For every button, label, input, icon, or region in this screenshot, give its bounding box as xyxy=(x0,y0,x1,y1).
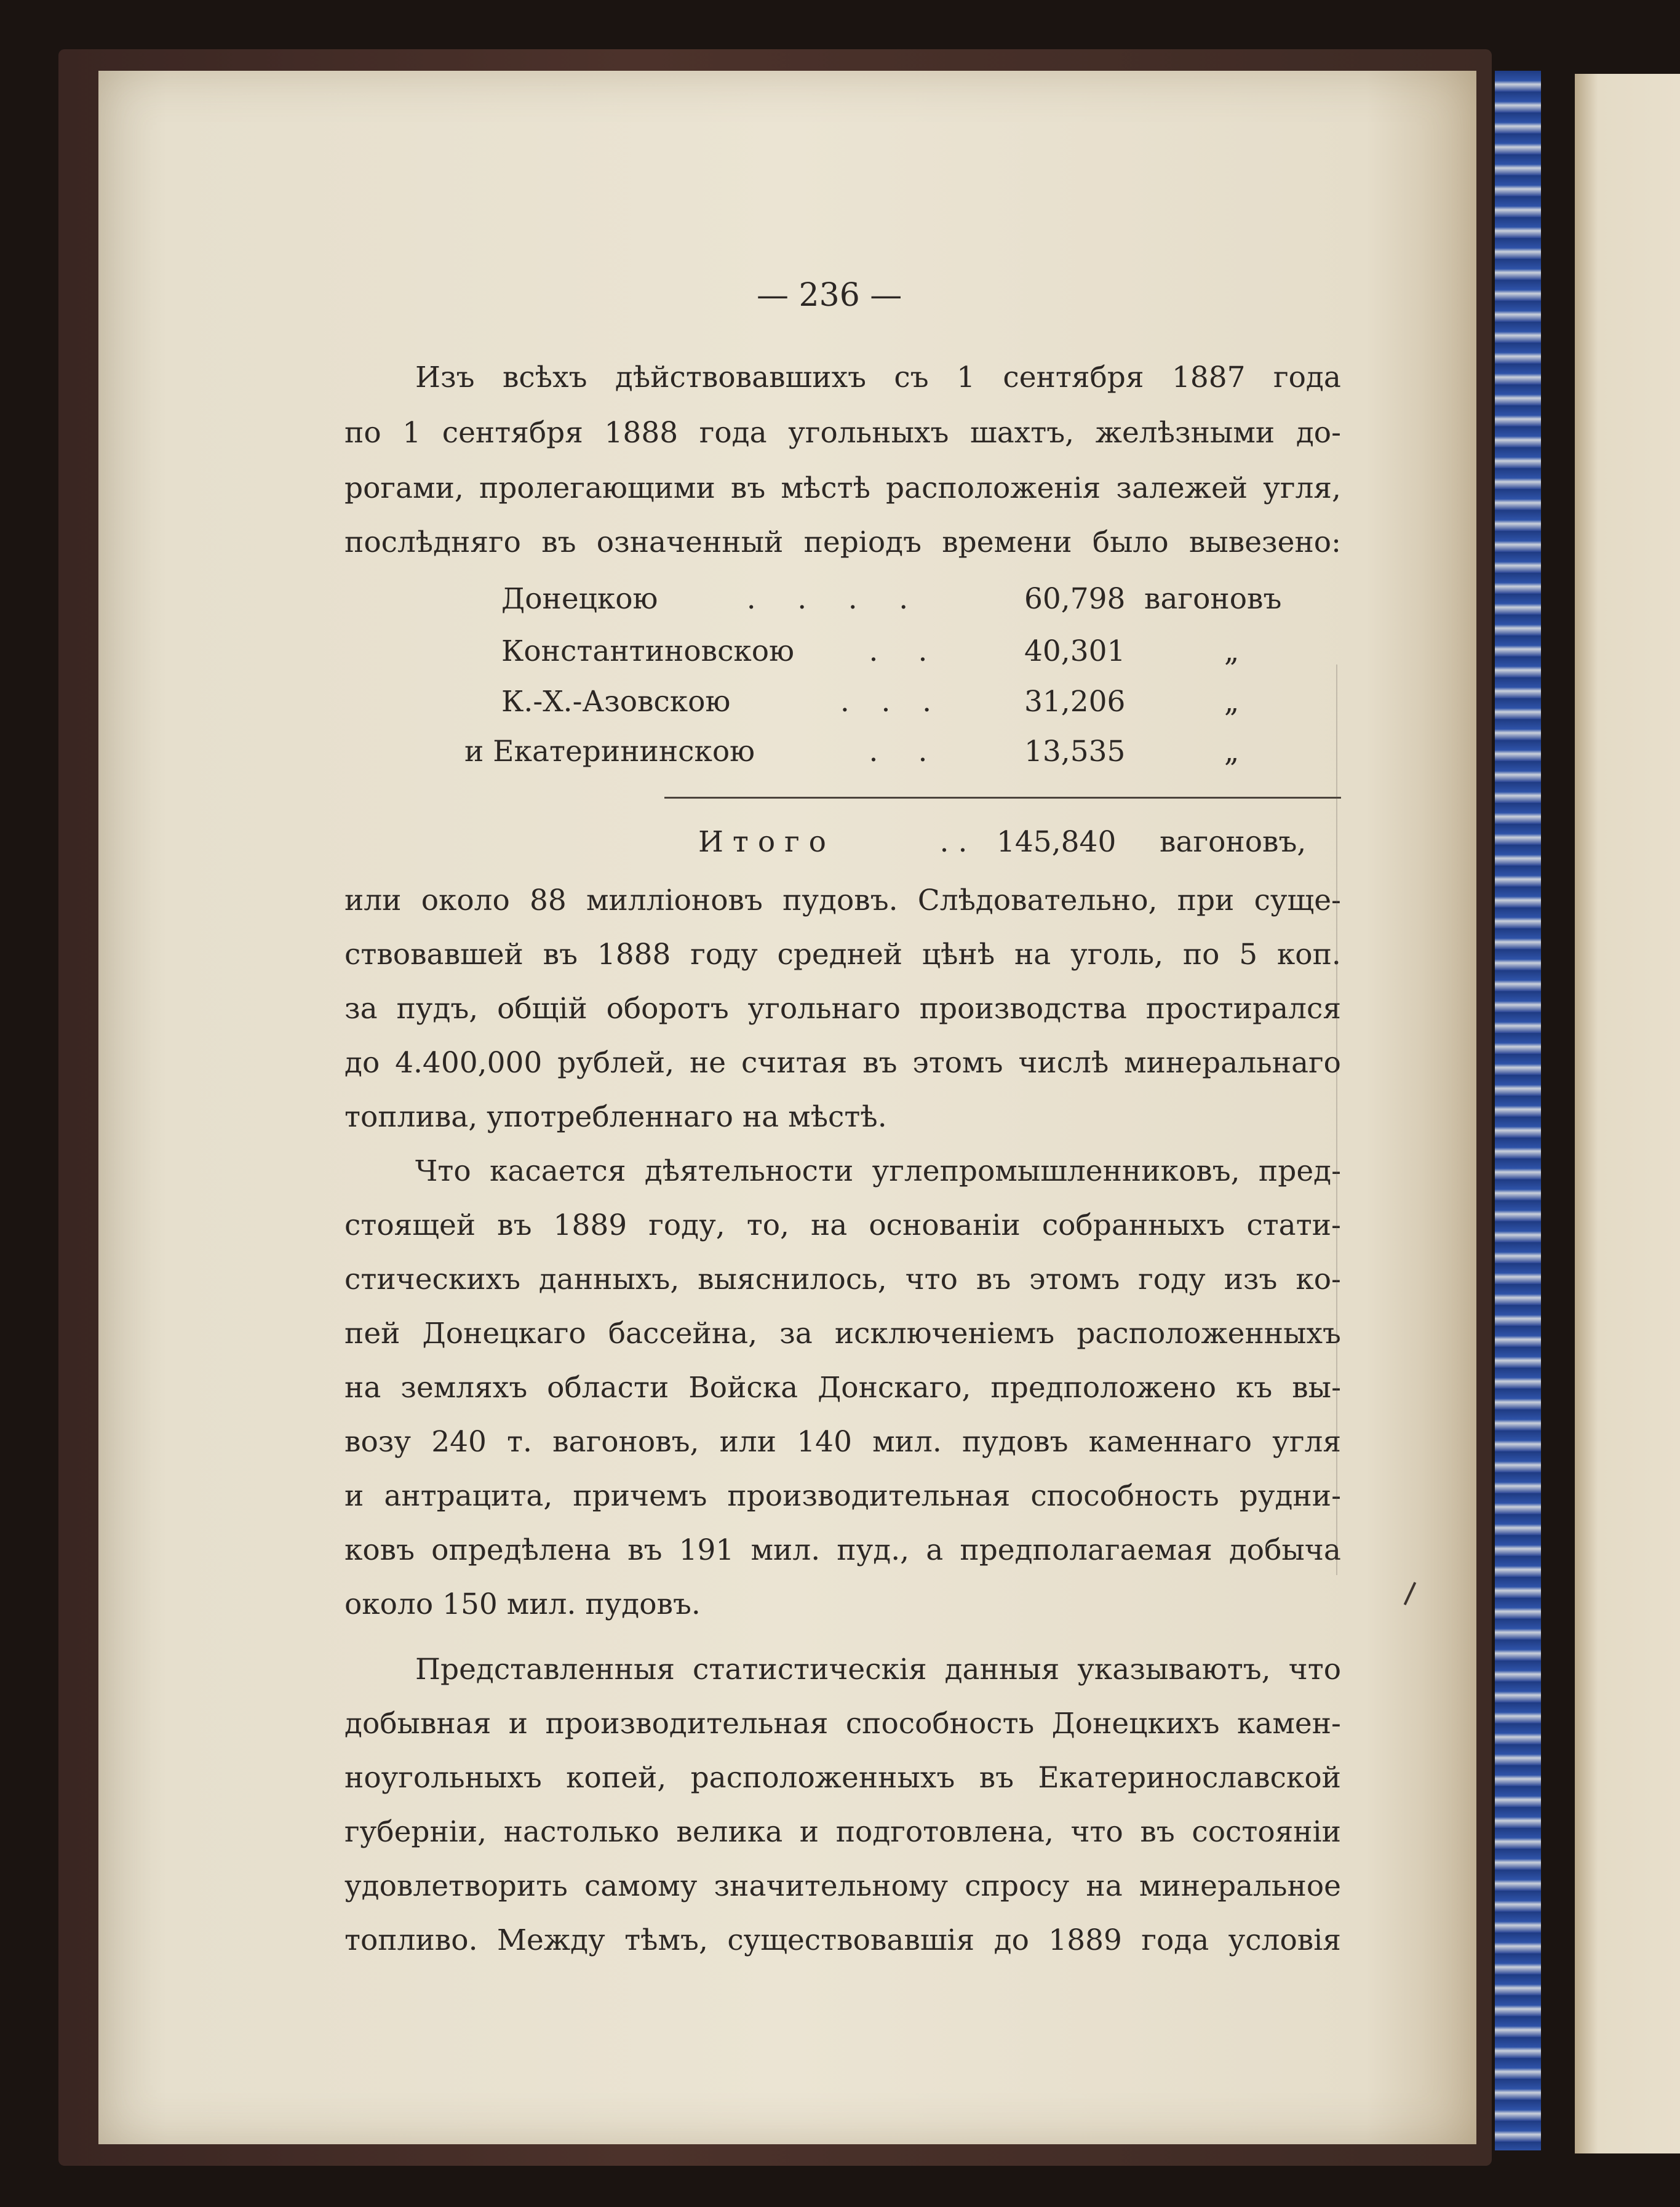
word: ствовавшей xyxy=(344,938,524,972)
word: предполагаемая xyxy=(960,1533,1212,1567)
text-line xyxy=(344,1479,1341,1519)
word: шахтъ, xyxy=(970,416,1075,450)
word: Изъ xyxy=(415,361,475,394)
leader-dots: . . . . xyxy=(746,582,909,616)
word: удовлетворить xyxy=(344,1869,568,1903)
text-line xyxy=(344,1048,1341,1085)
word: года xyxy=(1273,361,1341,394)
word: ноугольныхъ xyxy=(344,1761,542,1795)
word: 1889 xyxy=(553,1208,627,1242)
word: числѣ xyxy=(1018,1046,1109,1080)
word: 88 xyxy=(529,884,567,917)
word: времени xyxy=(942,525,1072,559)
word: стоящей xyxy=(344,1208,476,1242)
word: 4.400,000 xyxy=(395,1046,543,1080)
word: на xyxy=(1014,938,1051,972)
word: пудовъ xyxy=(961,1425,1069,1459)
word: Представленныя xyxy=(415,1653,675,1686)
total-value: 145,840 xyxy=(997,825,1117,859)
word: губерніи, xyxy=(344,1815,487,1849)
word: 1 xyxy=(402,416,421,450)
word: топливо. xyxy=(344,1923,478,1957)
word: ко- xyxy=(1296,1263,1341,1296)
wagon-count: 31,206 xyxy=(1024,685,1126,719)
word: въ xyxy=(1140,1815,1175,1849)
wagon-count: 60,798 xyxy=(1024,582,1126,616)
text-line xyxy=(344,525,1341,565)
line-text: около 150 мил. пудовъ. xyxy=(344,1587,701,1621)
word: Войска xyxy=(688,1371,798,1405)
word: пудъ, xyxy=(396,992,479,1026)
text-line xyxy=(344,1319,1341,1356)
word: дѣятельности xyxy=(644,1154,854,1188)
word: вывезено: xyxy=(1188,525,1341,559)
word: что xyxy=(905,1263,958,1296)
word: всѣхъ xyxy=(502,361,587,394)
word: по xyxy=(1182,938,1220,972)
word: стати- xyxy=(1246,1208,1341,1242)
word: самому xyxy=(584,1869,698,1903)
word: расположенныхъ xyxy=(690,1761,955,1795)
word: то, xyxy=(746,1208,789,1242)
word: угля, xyxy=(1263,471,1341,505)
word: Донскаго, xyxy=(818,1371,971,1405)
word: году, xyxy=(648,1208,725,1242)
page-number: — 236 — xyxy=(757,277,902,314)
word: года xyxy=(1141,1923,1209,1957)
word: и xyxy=(344,1479,364,1513)
word: способность xyxy=(1030,1479,1219,1513)
word: пред- xyxy=(1258,1154,1341,1188)
text-line xyxy=(344,1815,1341,1854)
word: 140 xyxy=(797,1425,852,1459)
word: статистическія xyxy=(693,1653,927,1686)
leader-dots: . . xyxy=(869,735,928,768)
text-line xyxy=(344,1709,1341,1746)
word: вагоновъ, xyxy=(552,1425,699,1459)
word: рудни- xyxy=(1239,1479,1341,1513)
word: 1887 xyxy=(1171,361,1246,394)
word: настолько xyxy=(503,1815,659,1849)
word: состояніи xyxy=(1192,1815,1341,1849)
word: Донецкаго xyxy=(422,1317,586,1351)
word: 1889 xyxy=(1048,1923,1122,1957)
word: предположено xyxy=(990,1371,1217,1405)
word: этомъ xyxy=(912,1046,1003,1080)
table-row xyxy=(344,582,1341,621)
word: 240 xyxy=(431,1425,487,1459)
total-unit: вагоновъ, xyxy=(1160,825,1307,859)
word: существовавшія xyxy=(727,1923,975,1957)
text-line xyxy=(344,1427,1341,1464)
word: считая xyxy=(741,1046,848,1080)
word: періодъ xyxy=(803,525,922,559)
word: велика xyxy=(676,1815,783,1849)
word: Екатеринославской xyxy=(1038,1761,1341,1795)
text-line xyxy=(344,471,1341,511)
word: угля xyxy=(1272,1425,1341,1459)
word: года xyxy=(699,416,767,450)
word: дѣйствовавшихъ xyxy=(615,361,866,394)
word: мил. xyxy=(872,1425,942,1459)
word: за xyxy=(344,992,378,1026)
word: на xyxy=(344,1371,381,1405)
bookmark-ribbon xyxy=(1495,71,1541,2150)
text-line xyxy=(344,940,1341,977)
word: что xyxy=(1070,1815,1123,1849)
word: мѣстѣ xyxy=(781,471,870,505)
word: производительная xyxy=(545,1707,829,1741)
word: въ xyxy=(541,525,576,559)
word: тѣмъ, xyxy=(624,1923,708,1957)
bleed-through-line xyxy=(1336,664,1337,1575)
word: исключеніемъ xyxy=(834,1317,1055,1351)
word: общій xyxy=(497,992,587,1026)
word: въ xyxy=(627,1533,663,1567)
word: угольныхъ xyxy=(788,416,949,450)
word: выяснилось, xyxy=(698,1263,887,1296)
leader-dots: . . . xyxy=(840,685,932,719)
word: стическихъ xyxy=(344,1263,520,1296)
word: добывная xyxy=(344,1707,492,1741)
unit: „ xyxy=(1224,735,1240,768)
text-line xyxy=(344,1923,1341,1963)
word: въ xyxy=(979,1761,1014,1795)
word: причемъ xyxy=(573,1479,707,1513)
word: что xyxy=(1288,1653,1341,1686)
word: камен- xyxy=(1236,1707,1341,1741)
text-line xyxy=(344,886,1341,923)
word: въ xyxy=(543,938,578,972)
table-row xyxy=(344,737,1341,774)
table-row xyxy=(344,687,1341,724)
text-line xyxy=(344,1587,1341,1627)
word: возу xyxy=(344,1425,412,1459)
word: Между xyxy=(496,1923,605,1957)
railway-name: Константиновскою xyxy=(501,634,794,668)
word: до xyxy=(993,1923,1029,1957)
word: 1 xyxy=(957,361,975,394)
word: вы- xyxy=(1292,1371,1341,1405)
table-row xyxy=(344,634,1341,674)
word: пудовъ. xyxy=(782,884,898,917)
word: на xyxy=(810,1208,848,1242)
facing-page-edge xyxy=(1575,74,1680,2153)
word: желѣзными xyxy=(1095,416,1275,450)
text-line xyxy=(344,1763,1341,1800)
word: 1888 xyxy=(597,938,671,972)
word: въ xyxy=(497,1208,532,1242)
wagon-count: 13,535 xyxy=(1024,735,1126,768)
word: и xyxy=(799,1815,819,1849)
word: было xyxy=(1092,525,1169,559)
word: суще- xyxy=(1254,884,1341,917)
word: уголь, xyxy=(1070,938,1164,972)
word: опредѣлена xyxy=(431,1533,611,1567)
word: 5 xyxy=(1239,938,1258,972)
word: основаніи xyxy=(869,1208,1021,1242)
word: коп. xyxy=(1276,938,1341,972)
railway-name: и Екатерининскою xyxy=(464,735,755,768)
leader-dots: . . xyxy=(869,634,928,668)
railway-name: Донецкою xyxy=(501,582,658,616)
word: 1888 xyxy=(604,416,679,450)
word: Что xyxy=(415,1154,471,1188)
word: ковъ xyxy=(344,1533,415,1567)
word: способность xyxy=(845,1707,1035,1741)
word: на xyxy=(1086,1869,1123,1903)
word: производства xyxy=(919,992,1127,1026)
word: году xyxy=(1138,1263,1206,1296)
word: данныя xyxy=(944,1653,1060,1686)
text-line xyxy=(344,1533,1341,1573)
text-line xyxy=(344,1100,1341,1139)
unit: „ xyxy=(1224,685,1240,719)
word: не xyxy=(689,1046,727,1080)
word: указываютъ, xyxy=(1077,1653,1271,1686)
word: антрацита, xyxy=(384,1479,553,1513)
word: сентября xyxy=(442,416,583,450)
text-line xyxy=(344,1208,1341,1248)
word: этомъ xyxy=(1029,1263,1120,1296)
word: расположенія xyxy=(886,471,1101,505)
word: за xyxy=(779,1317,813,1351)
word: съ xyxy=(894,361,929,394)
word: цѣнѣ xyxy=(922,938,995,972)
text-line xyxy=(344,363,1341,400)
word: минеральнаго xyxy=(1124,1046,1341,1080)
word: милліоновъ xyxy=(586,884,763,917)
line-text: топлива, употребленнаго на мѣстѣ. xyxy=(344,1100,887,1134)
word: 191 xyxy=(679,1533,735,1567)
word: или xyxy=(344,884,402,917)
sum-rule xyxy=(664,797,1341,799)
unit: „ xyxy=(1224,634,1240,668)
total-label: И т о г о xyxy=(698,825,826,859)
word: въ xyxy=(730,471,766,505)
word: каменнаго xyxy=(1088,1425,1252,1459)
word: въ xyxy=(862,1046,898,1080)
word: до xyxy=(344,1046,380,1080)
word: добыча xyxy=(1228,1533,1341,1567)
word: простирался xyxy=(1145,992,1341,1026)
word: или xyxy=(719,1425,777,1459)
leader-dots: . . xyxy=(939,825,968,859)
word: бассейна, xyxy=(608,1317,758,1351)
text-line xyxy=(344,1655,1341,1692)
word: пуд., xyxy=(837,1533,910,1567)
word: означенный xyxy=(596,525,784,559)
word: углепромышленниковъ, xyxy=(872,1154,1240,1188)
word: Донецкихъ xyxy=(1051,1707,1220,1741)
unit: вагоновъ xyxy=(1144,582,1282,616)
text-line xyxy=(344,418,1341,455)
word: мил. xyxy=(750,1533,821,1567)
word: спросу xyxy=(965,1869,1070,1903)
word: залежей xyxy=(1116,471,1248,505)
wagon-count: 40,301 xyxy=(1024,634,1126,668)
text-line xyxy=(344,994,1341,1031)
word: Слѣдовательно, xyxy=(917,884,1158,917)
railway-name: К.-Х.-Азовскою xyxy=(501,685,731,719)
word: подготовлена, xyxy=(835,1815,1054,1849)
word: значительному xyxy=(714,1869,949,1903)
word: касается xyxy=(489,1154,626,1188)
word: производительная xyxy=(727,1479,1011,1513)
word: рублей, xyxy=(557,1046,675,1080)
text-line xyxy=(344,1869,1341,1909)
word: въ xyxy=(976,1263,1011,1296)
word: области xyxy=(547,1371,669,1405)
word: расположенныхъ xyxy=(1077,1317,1341,1351)
table-total-row xyxy=(344,825,1341,864)
word: пролегающими xyxy=(479,471,715,505)
word: до- xyxy=(1296,416,1341,450)
word: условія xyxy=(1228,1923,1341,1957)
word: рогами, xyxy=(344,471,464,505)
word: году xyxy=(690,938,758,972)
word: земляхъ xyxy=(400,1371,528,1405)
word: при xyxy=(1177,884,1235,917)
word: данныхъ, xyxy=(538,1263,680,1296)
word: минеральное xyxy=(1139,1869,1341,1903)
text-line xyxy=(344,1154,1341,1194)
word: послѣдняго xyxy=(344,525,521,559)
word: по xyxy=(344,416,381,450)
word: около xyxy=(421,884,510,917)
word: оборотъ xyxy=(606,992,729,1026)
word: изъ xyxy=(1224,1263,1278,1296)
word: сентября xyxy=(1003,361,1144,394)
word: къ xyxy=(1235,1371,1273,1405)
word: а xyxy=(926,1533,944,1567)
word: копей, xyxy=(566,1761,667,1795)
word: средней xyxy=(777,938,903,972)
text-line xyxy=(344,1265,1341,1302)
word: и xyxy=(508,1707,528,1741)
word: угольнаго xyxy=(747,992,901,1026)
word: пей xyxy=(344,1317,400,1351)
text-line xyxy=(344,1373,1341,1410)
word: т. xyxy=(507,1425,532,1459)
word: собранныхъ xyxy=(1041,1208,1225,1242)
